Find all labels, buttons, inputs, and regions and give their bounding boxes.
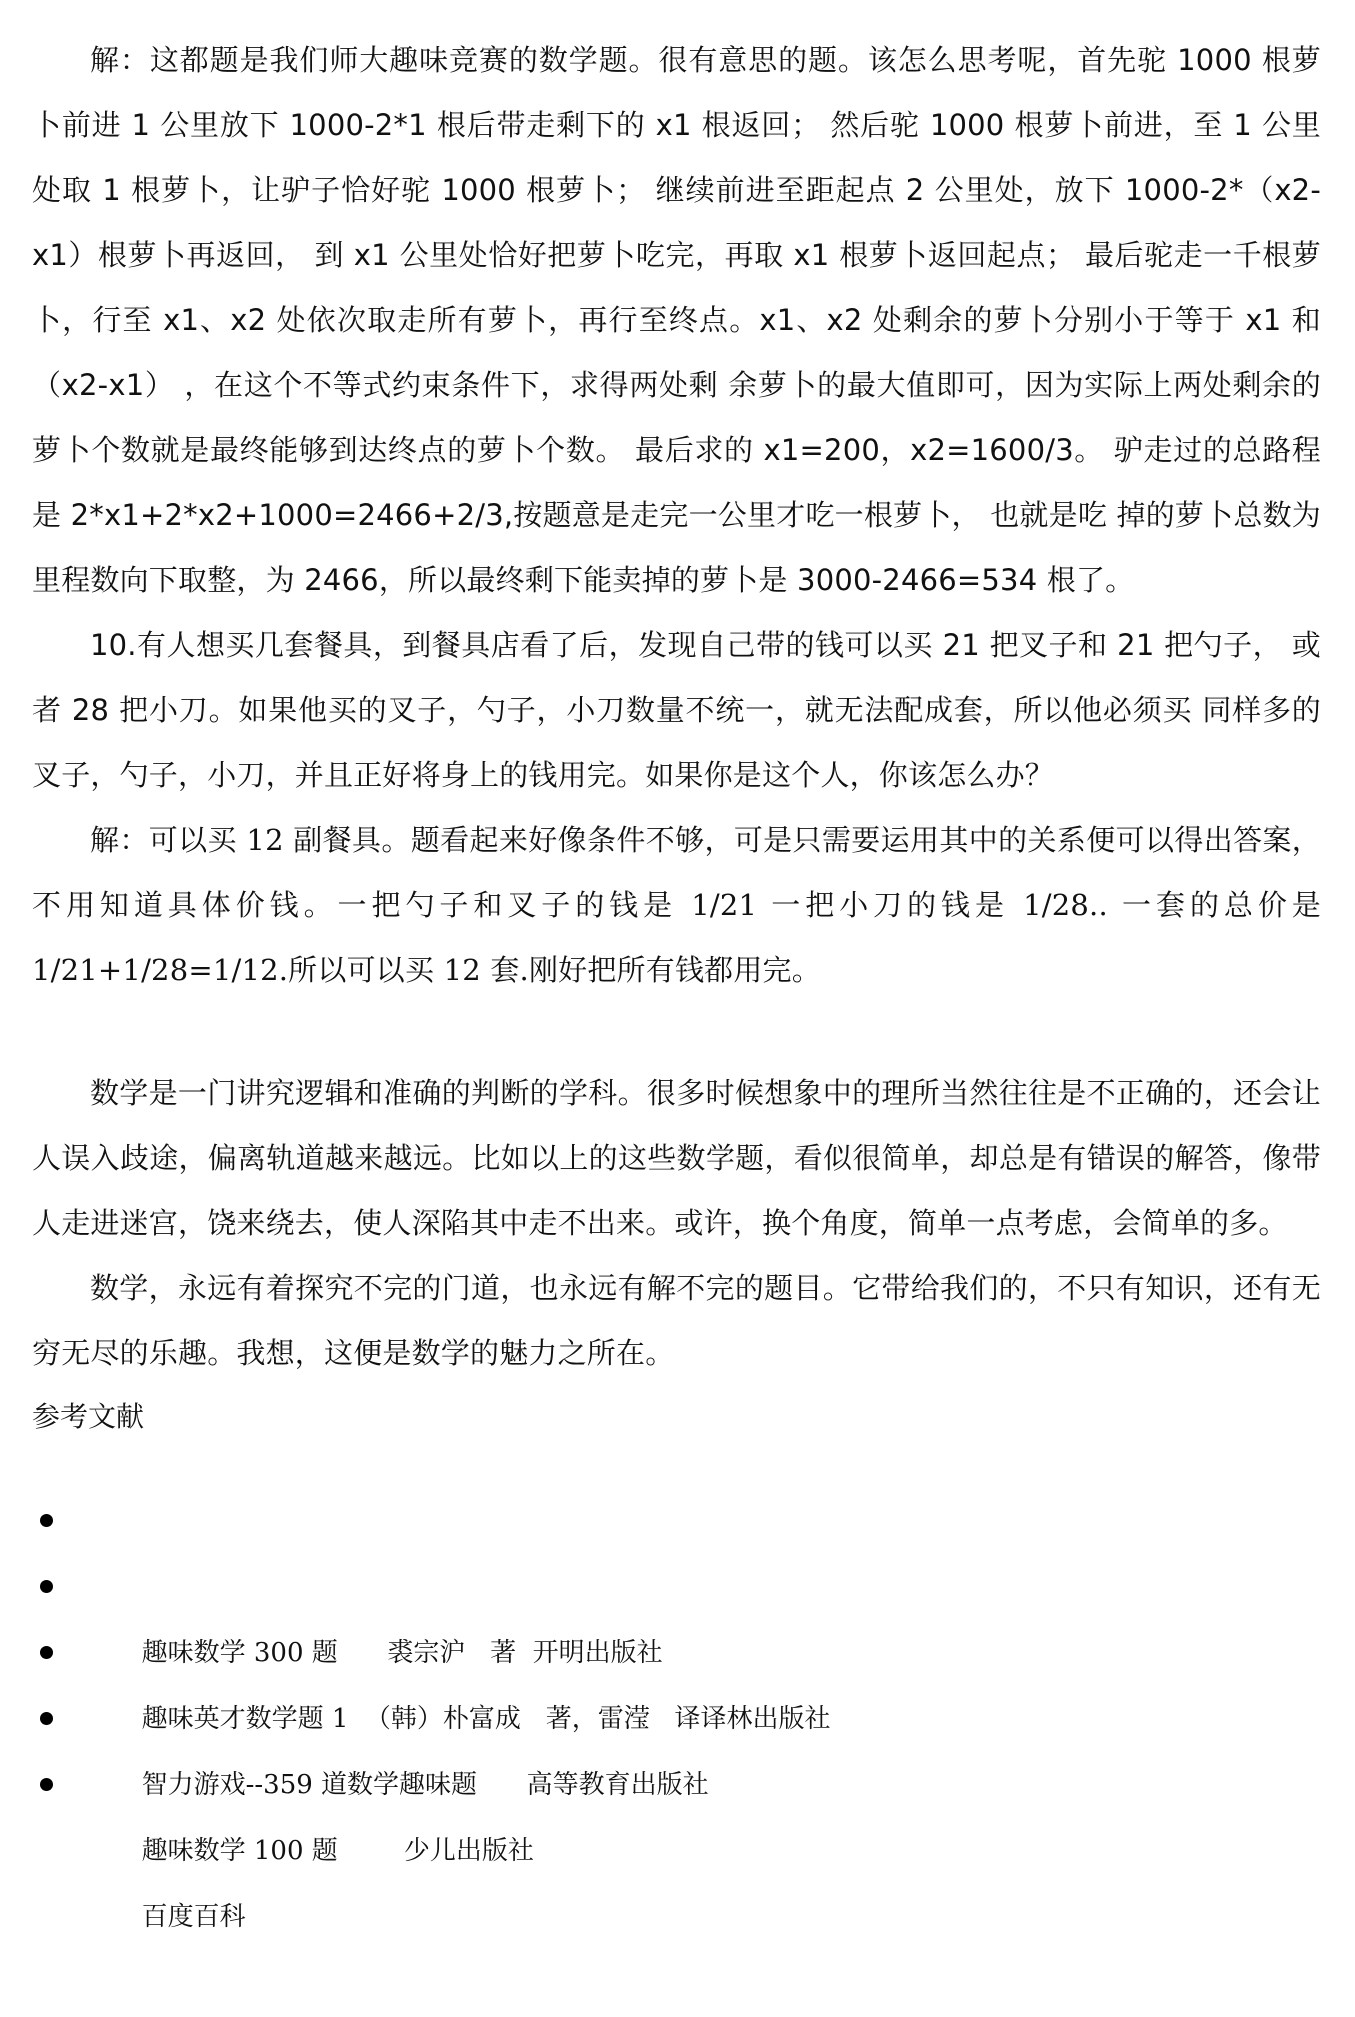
section-spacer	[32, 1003, 1321, 1061]
solution-paragraph-tableware: 解：可以买 12 副餐具。题看起来好像条件不够，可是只需要运用其中的关系便可以得出答案，不用知道具体价钱。一把勺子和叉子的钱是 1/21 一把小刀的钱是 1/28.. 一套的总价是 1/21+1/28=1/12.所以可以买 12 套.刚好把所有钱都用完。	[32, 823, 1321, 987]
reference-text: 趣味数学 100 题 少儿出版社	[141, 1836, 534, 1866]
reference-item	[32, 1488, 1321, 1668]
reference-text: 趣味数学 300 题 裘宗沪 著 开明出版社	[141, 1638, 663, 1668]
bullet-icon	[40, 1778, 53, 1791]
references-heading: 参考文献	[32, 1400, 145, 1433]
conclusion-paragraph-charm: 数学，永远有着探究不完的门道，也永远有解不完的题目。它带给我们的，不只有知识，还有无穷无尽的乐趣。我想，这便是数学的魅力之所在。	[32, 1271, 1321, 1370]
problem-10-paragraph: 10.有人想买几套餐具，到餐具店看了后，发现自己带的钱可以买 21 把叉子和 21 把勺子， 或者 28 把小刀。如果他买的叉子，勺子，小刀数量不统一，就无法配成套，所以他必须买 同样多的叉子，勺子，小刀，并且正好将身上的钱用完。如果你是这个人，你该怎么办？	[32, 628, 1321, 792]
bullet-icon	[40, 1580, 53, 1593]
bullet-icon	[40, 1646, 53, 1659]
solution-paragraph-carrots: 解：这都题是我们师大趣味竞赛的数学题。很有意思的题。该怎么思考呢，首先驼 1000 根萝卜前进 1 公里放下 1000-2*1 根后带走剩下的 x1 根返回； 然后驼 1000 根萝卜前进，至 1 公里处取 1 根萝卜，让驴子恰好驼 1000 根萝卜； 继续前进至距起点 2 公里处，放下 1000-2*（x2-x1）根萝卜再返回， 到 x1 公里处恰好把萝卜吃完，再取 x1 根萝卜返回起点； 最后驼走一千根萝卜，行至 x1、x2 处依次取走所有萝卜，再行至终点。x1、x2 处剩余的萝卜分别小于等于 x1 和（x2-x1） ，在这个不等式约束条件下，求得两处剩 余萝卜的最大值即可，因为实际上两处剩余的萝卜个数就是最终能够到达终点的萝卜个数。 最后求的 x1=200，x2=1600/3。 驴走过的总路程是 2*x1+2*x2+1000=2466+2/3,按题意是走完一公里才吃一根萝卜， 也就是吃 掉的萝卜总数为里程数向下取整，为 2466，所以最终剩下能卖掉的萝卜是 3000-2466=534 根了。	[32, 43, 1321, 597]
bullet-icon	[40, 1712, 53, 1725]
references-spacer	[32, 1448, 1321, 1488]
conclusion-paragraph-logic: 数学是一门讲究逻辑和准确的判断的学科。很多时候想象中的理所当然往往是不正确的，还会让人误入歧途，偏离轨道越来越远。比如以上的这些数学题，看似很简单，却总是有错误的解答，像带人走进迷宫，饶来绕去，使人深陷其中走不出来。或许，换个角度，简单一点考虑，会简单的多。	[32, 1076, 1321, 1240]
reference-text: 智力游戏--359 道数学趣味题 高等教育出版社	[141, 1770, 709, 1800]
bullet-icon	[40, 1514, 53, 1527]
reference-text: 百度百科	[141, 1902, 246, 1932]
references-list	[32, 1488, 1321, 1932]
reference-text: 趣味英才数学题 1 （韩）朴富成 著，雷滢 译译林出版社	[141, 1704, 831, 1734]
